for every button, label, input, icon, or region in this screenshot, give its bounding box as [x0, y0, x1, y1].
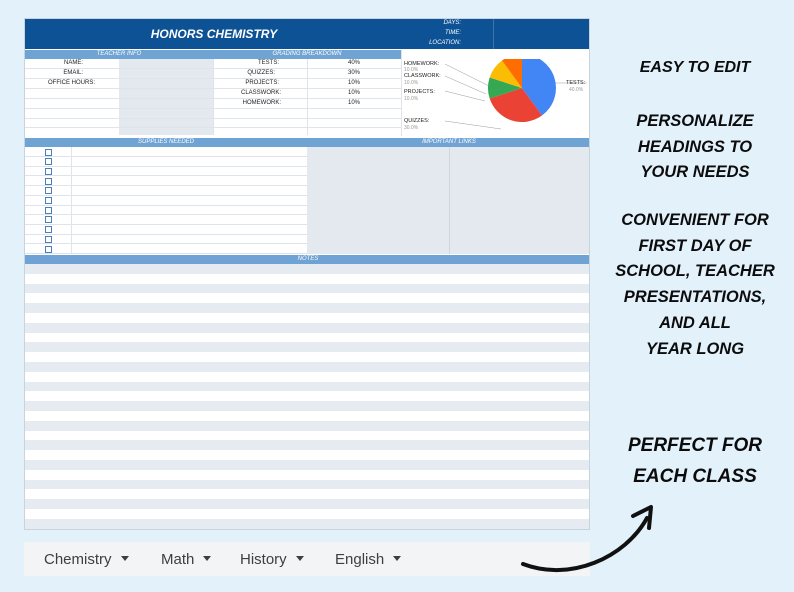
tab-label: Math — [161, 551, 195, 568]
important-links-header: IMPORTANT LINKS — [307, 138, 590, 147]
pie-pct-classwork: 10.0% — [404, 80, 419, 86]
grid-line — [25, 166, 307, 167]
notes-row[interactable] — [25, 362, 590, 372]
grading-label-classwork: CLASSWORK: — [240, 90, 281, 96]
notes-row[interactable] — [25, 264, 590, 274]
grid-line — [25, 185, 307, 186]
supply-checkbox[interactable] — [45, 216, 52, 223]
days-cell[interactable] — [493, 19, 590, 29]
tab-label: English — [335, 551, 385, 568]
promo-line: EACH CLASS — [633, 466, 757, 487]
notes-header: NOTES — [25, 255, 590, 264]
grading-value-tests[interactable]: 40% — [347, 60, 360, 66]
location-label: LOCATION: — [429, 40, 461, 46]
supply-checkbox[interactable] — [45, 207, 52, 214]
spreadsheet — [24, 18, 590, 530]
grading-pie-chart — [401, 59, 590, 135]
email-label: EMAIL: — [63, 70, 83, 76]
notes-row[interactable] — [25, 284, 590, 294]
chevron-down-icon[interactable] — [296, 556, 304, 561]
grid-line — [307, 59, 308, 135]
pie-label-classwork: CLASSWORK: — [404, 73, 441, 79]
chevron-down-icon[interactable] — [203, 556, 211, 561]
supplies-needed-header: SUPPLIES NEEDED — [25, 138, 307, 147]
notes-row[interactable] — [25, 499, 590, 509]
supply-checkbox[interactable] — [45, 178, 52, 185]
teacher-info-header: TEACHER INFO — [25, 50, 213, 59]
notes-row[interactable] — [25, 480, 590, 490]
notes-row[interactable] — [25, 303, 590, 313]
pie-leader-line — [445, 121, 501, 129]
grid-line — [25, 224, 307, 225]
grid-line — [25, 253, 307, 254]
notes-row[interactable] — [25, 440, 590, 450]
promo-line: YOUR NEEDS — [640, 163, 750, 181]
promo-line: PRESENTATIONS, — [623, 288, 767, 307]
pie-label-tests: TESTS: — [566, 80, 586, 86]
tab-history[interactable] — [240, 542, 304, 576]
supply-checkbox[interactable] — [45, 168, 52, 175]
promo-line: CONVENIENT FOR — [621, 211, 769, 229]
promo-line: AND ALL — [659, 313, 731, 332]
supply-checkbox[interactable] — [45, 236, 52, 243]
days-label: DAYS: — [443, 20, 461, 26]
promo-personalize — [600, 109, 790, 186]
notes-row[interactable] — [25, 382, 590, 392]
grid-line — [25, 205, 307, 206]
grading-value-quizzes[interactable]: 30% — [347, 70, 360, 76]
grid-line — [71, 147, 72, 254]
sheet-tab-bar — [24, 542, 590, 576]
notes-row[interactable] — [25, 519, 590, 529]
supply-checkbox[interactable] — [45, 226, 52, 233]
notes-row[interactable] — [25, 421, 590, 431]
time-label: TIME: — [445, 30, 461, 36]
grading-label-quizzes: QUIZZES: — [247, 70, 275, 76]
pie-pct-quizzes: 30.0% — [404, 125, 419, 131]
tab-label: Chemistry — [44, 551, 112, 568]
grid-line — [25, 195, 307, 196]
notes-row[interactable] — [25, 342, 590, 352]
name-label: NAME: — [63, 60, 83, 66]
pie-leader-line — [445, 64, 489, 86]
tab-math[interactable] — [161, 542, 211, 576]
supply-checkbox[interactable] — [45, 197, 52, 204]
grid-line — [25, 156, 307, 157]
grading-breakdown-header: GRADING BREAKDOWN — [213, 50, 401, 59]
promo-line: FIRST DAY OF — [638, 236, 752, 255]
grading-value-homework[interactable]: 10% — [347, 100, 360, 106]
pie-pct-homework: 10.0% — [404, 67, 419, 73]
supply-checkbox[interactable] — [45, 187, 52, 194]
grading-label-projects: PROJECTS: — [245, 80, 279, 86]
location-cell[interactable] — [493, 39, 590, 49]
chevron-down-icon[interactable] — [393, 556, 401, 561]
grid-line — [213, 59, 214, 135]
grid-line — [25, 243, 307, 244]
grid-line — [25, 234, 307, 235]
pie-label-quizzes: QUIZZES: — [404, 118, 430, 124]
supply-checkbox[interactable] — [45, 246, 52, 253]
tab-label: History — [240, 551, 287, 568]
promo-perfect — [600, 430, 790, 492]
promo-line: HEADINGS TO — [637, 137, 753, 156]
promo-line: PERFECT FOR — [627, 435, 763, 456]
notes-row[interactable] — [25, 323, 590, 333]
promo-convenient — [600, 208, 790, 362]
promo-line: YEAR LONG — [645, 339, 745, 358]
pie-label-homework: HOMEWORK: — [404, 61, 440, 67]
grid-line — [25, 175, 307, 176]
supply-checkbox[interactable] — [45, 149, 52, 156]
notes-row[interactable] — [25, 460, 590, 470]
curved-arrow-icon — [515, 500, 665, 580]
grid-line — [25, 214, 307, 215]
pie-pct-tests: 40.0% — [569, 87, 584, 93]
grading-label-tests: TESTS: — [257, 60, 279, 66]
office-hours-label: OFFICE HOURS: — [47, 80, 95, 86]
promo-line: EASY TO EDIT — [639, 59, 751, 76]
tab-chemistry[interactable] — [44, 542, 129, 576]
grading-value-projects[interactable]: 10% — [347, 80, 360, 86]
grading-label-homework: HOMEWORK: — [242, 100, 281, 106]
sheet-title[interactable]: HONORS CHEMISTRY — [150, 27, 278, 41]
grading-value-classwork[interactable]: 10% — [347, 90, 360, 96]
pie-pct-projects: 10.0% — [404, 96, 419, 102]
promo-line: SCHOOL, TEACHER — [615, 262, 775, 281]
pie-leader-line — [445, 76, 486, 94]
supply-checkbox[interactable] — [45, 158, 52, 165]
promo-line: PERSONALIZE — [636, 112, 754, 130]
teacher-info-value-column[interactable] — [119, 59, 213, 135]
promo-easy-to-edit — [600, 58, 790, 78]
notes-row[interactable] — [25, 401, 590, 411]
pie-label-projects: PROJECTS: — [404, 89, 435, 95]
grid-line — [449, 147, 450, 254]
chevron-down-icon[interactable] — [121, 556, 129, 561]
tab-english[interactable] — [335, 542, 401, 576]
time-cell[interactable] — [493, 29, 590, 39]
pie-leader-line — [445, 91, 485, 101]
